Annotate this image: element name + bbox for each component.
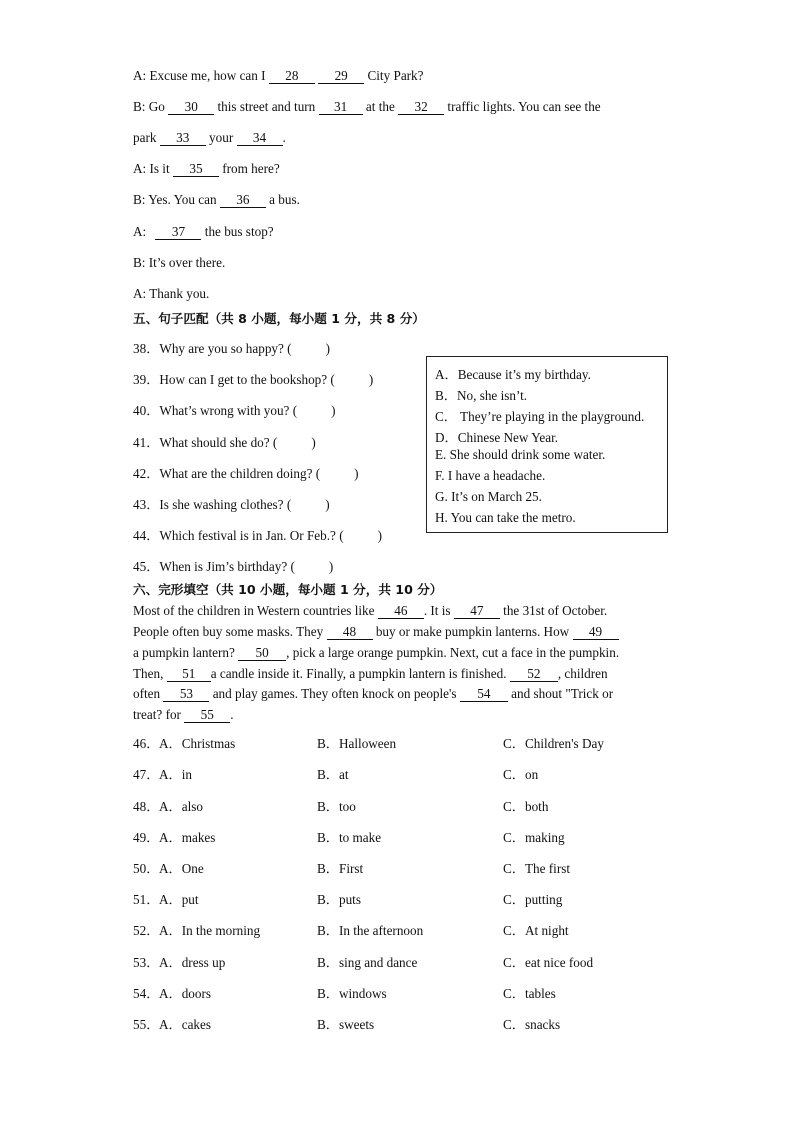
option-f: F. I have a headache. <box>435 468 546 483</box>
cloze-blank-49[interactable]: 49 <box>573 625 619 640</box>
passage-text: , pick a large orange pumpkin. Next, cut a face in the pumpkin. <box>286 645 620 660</box>
matching-question-40 <box>133 400 336 419</box>
option-b: B．No, she isn’t. <box>435 388 528 403</box>
dialogue-text: Excuse me, how can I <box>149 68 266 83</box>
matching-question-43 <box>133 494 330 513</box>
choice-number: 54． <box>133 986 160 1001</box>
question-text: 39．How can I get to the bookshop? ( <box>133 372 335 387</box>
answer-blank-34[interactable]: 34 <box>237 131 283 146</box>
passage-line-6 <box>133 707 663 723</box>
choice-number: 47． <box>133 767 160 782</box>
matching-question-39 <box>133 369 373 388</box>
speaker-label: B: <box>133 255 146 270</box>
dialogue-line-2 <box>133 99 601 115</box>
choice-option-b[interactable]: B．too <box>317 799 356 814</box>
choice-option-a[interactable]: A．in <box>159 767 192 782</box>
question-text: 44．Which festival is in Jan. Or Feb.? ( <box>133 528 344 543</box>
speaker-label: A: <box>133 286 147 301</box>
passage-line-1 <box>133 603 663 619</box>
passage-text: a candle inside it. Finally, a pumpkin lantern is finished. <box>210 666 507 681</box>
choice-option-a[interactable]: A．One <box>159 861 204 876</box>
choice-number: 52． <box>133 923 160 938</box>
choice-option-a[interactable]: A．doors <box>159 986 212 1001</box>
cloze-blank-48[interactable]: 48 <box>327 625 373 640</box>
choice-row-47 <box>133 764 663 782</box>
passage-text: . <box>230 707 234 722</box>
close-paren: ) <box>325 497 330 512</box>
option-g: G. It’s on March 25. <box>435 489 542 504</box>
choice-option-b[interactable]: B．puts <box>317 892 361 907</box>
choice-number: 53． <box>133 955 160 970</box>
passage-line-5 <box>133 686 663 702</box>
passage-text: a pumpkin lantern? <box>133 645 235 660</box>
choice-number: 51． <box>133 892 160 907</box>
choice-row-48 <box>133 796 663 814</box>
matching-options-box <box>426 356 668 533</box>
dialogue-line-5 <box>133 192 300 208</box>
dialogue-text: Is it <box>149 161 170 176</box>
speaker-label: A: <box>133 68 147 83</box>
passage-text: Most of the children in Western countries like <box>133 603 375 618</box>
choice-option-b[interactable]: B．at <box>317 767 349 782</box>
option-e: E. She should drink some water. <box>435 447 606 462</box>
passage-text: the 31st of October. <box>503 603 608 618</box>
choice-option-b[interactable]: B．In the afternoon <box>317 923 424 938</box>
option-c: C． They’re playing in the playground. <box>435 409 645 424</box>
question-text: 43．Is she washing clothes? ( <box>133 497 292 512</box>
dialogue-line-1 <box>133 68 424 84</box>
answer-blank-33[interactable]: 33 <box>160 131 206 146</box>
choice-option-c[interactable]: C．both <box>503 799 549 814</box>
matching-question-42 <box>133 463 359 482</box>
matching-question-45 <box>133 556 333 575</box>
passage-line-3 <box>133 645 663 661</box>
answer-blank-35[interactable]: 35 <box>173 162 219 177</box>
choice-row-46 <box>133 733 663 751</box>
dialogue-text: from here? <box>222 161 280 176</box>
choice-option-a[interactable]: A．makes <box>159 830 216 845</box>
choice-number: 46． <box>133 736 160 751</box>
dialogue-line-6 <box>133 224 274 240</box>
matching-question-38 <box>133 338 330 357</box>
choice-option-a[interactable]: A．Christmas <box>159 736 236 751</box>
choice-row-52 <box>133 920 663 938</box>
choice-row-54 <box>133 983 663 1001</box>
passage-line-4 <box>133 666 663 682</box>
choice-option-b[interactable]: B．windows <box>317 986 387 1001</box>
option-h: H. You can take the metro. <box>435 510 576 525</box>
choice-option-c[interactable]: C．making <box>503 830 565 845</box>
choice-option-a[interactable]: A．put <box>159 892 199 907</box>
passage-text: often <box>133 686 161 701</box>
choice-option-c[interactable]: C．eat nice food <box>503 955 594 970</box>
speaker-label: A: <box>133 224 147 239</box>
close-paren: ) <box>328 559 334 574</box>
dialogue-text: traffic lights. <box>447 99 516 114</box>
choice-option-a[interactable]: A．also <box>159 799 203 814</box>
option-d: D．Chinese New Year. <box>435 430 559 445</box>
dialogue-text: at the <box>365 99 395 114</box>
close-paren: ) <box>354 466 359 481</box>
answer-blank-30[interactable]: 30 <box>168 100 214 115</box>
passage-text: treat? for <box>133 707 181 722</box>
dialogue-text: your <box>209 130 234 145</box>
section-5-heading: 五、句子匹配（共 8 小题，每小题 1 分，共 8 分） <box>133 311 425 326</box>
passage-text: Then, <box>133 666 164 681</box>
dialogue-text: the bus stop? <box>204 224 274 239</box>
passage-text: People often buy some masks. They <box>133 624 324 639</box>
question-text: 45．When is Jim’s birthday? ( <box>133 559 295 574</box>
choice-row-51 <box>133 889 663 907</box>
choice-option-c[interactable]: C．At night <box>503 923 569 938</box>
question-text: 38．Why are you so happy? ( <box>133 341 292 356</box>
cloze-blank-51[interactable]: 51 <box>167 667 211 682</box>
dialogue-line-4 <box>133 161 280 177</box>
option-a: A．Because it’s my birthday. <box>435 367 591 382</box>
choice-option-c[interactable]: C．putting <box>503 892 563 907</box>
cloze-blank-53[interactable]: 53 <box>163 687 209 702</box>
choice-option-c[interactable]: C．on <box>503 767 539 782</box>
speaker-label: B: <box>133 99 146 114</box>
answer-blank-37[interactable]: 37 <box>155 225 201 240</box>
dialogue-text: Yes. You can <box>148 192 217 207</box>
cloze-blank-54[interactable]: 54 <box>460 687 508 702</box>
cloze-blank-46[interactable]: 46 <box>378 604 424 619</box>
dialogue-text: Thank you. <box>149 286 210 301</box>
passage-text: and play games. They often knock on people's <box>212 686 457 701</box>
question-text: 40．What’s wrong with you? ( <box>133 403 298 418</box>
choice-option-a[interactable]: A．dress up <box>159 955 226 970</box>
cloze-blank-50[interactable]: 50 <box>238 646 286 661</box>
passage-text: , children <box>557 666 608 681</box>
choice-option-b[interactable]: B．sing and dance <box>317 955 418 970</box>
choice-number: 50． <box>133 861 160 876</box>
passage-text: buy or make pumpkin lanterns. How <box>375 624 570 639</box>
dialogue-text: City Park? <box>367 68 424 83</box>
cloze-blank-47[interactable]: 47 <box>454 604 500 619</box>
close-paren: ) <box>368 372 374 387</box>
question-text: 42．What are the children doing? ( <box>133 466 321 481</box>
choice-option-a[interactable]: A．cakes <box>159 1017 211 1032</box>
choice-option-b[interactable]: B．sweets <box>317 1017 375 1032</box>
answer-blank-29[interactable]: 29 <box>318 69 364 84</box>
answer-blank-31[interactable]: 31 <box>319 100 363 115</box>
choice-option-b[interactable]: B．First <box>317 861 364 876</box>
choice-option-b[interactable]: B．Halloween <box>317 736 397 751</box>
section-6-heading: 六、完形填空（共 10 小题，每小题 1 分，共 10 分） <box>133 582 443 597</box>
choice-number: 48． <box>133 799 160 814</box>
choice-option-c[interactable]: C．snacks <box>503 1017 561 1032</box>
choice-option-c[interactable]: C．The first <box>503 861 571 876</box>
dialogue-text: You can see the <box>518 99 601 114</box>
dialogue-line-7 <box>133 255 225 271</box>
close-paren: ) <box>311 435 316 450</box>
passage-text: and shout "Trick or <box>511 686 614 701</box>
answer-blank-32[interactable]: 32 <box>398 100 444 115</box>
choice-row-49 <box>133 827 663 845</box>
choice-number: 49． <box>133 830 160 845</box>
dialogue-line-3 <box>133 130 286 146</box>
dialogue-text: Go <box>148 99 165 114</box>
choice-option-a[interactable]: A．In the morning <box>159 923 261 938</box>
dialogue-text: park <box>133 130 157 145</box>
choice-row-55 <box>133 1014 663 1032</box>
choice-option-b[interactable]: B．to make <box>317 830 382 845</box>
answer-blank-28[interactable]: 28 <box>269 69 315 84</box>
close-paren: ) <box>325 341 330 356</box>
dialogue-text: It’s over there. <box>148 255 226 270</box>
dialogue-text: this street and turn <box>217 99 316 114</box>
choice-row-53 <box>133 952 663 970</box>
close-paren: ) <box>377 528 382 543</box>
dialogue-text: . <box>282 130 286 145</box>
speaker-label: A: <box>133 161 147 176</box>
speaker-label: B: <box>133 192 146 207</box>
dialogue-line-8 <box>133 286 209 302</box>
passage-line-2 <box>133 624 663 640</box>
choice-option-c[interactable]: C．Children's Day <box>503 736 604 751</box>
question-text: 41．What should she do? ( <box>133 435 278 450</box>
close-paren: ) <box>331 403 336 418</box>
choice-number: 55． <box>133 1017 160 1032</box>
answer-blank-36[interactable]: 36 <box>220 193 266 208</box>
cloze-blank-55[interactable]: 55 <box>184 708 230 723</box>
dialogue-text: a bus. <box>269 192 300 207</box>
matching-question-44 <box>133 525 382 544</box>
choice-row-50 <box>133 858 663 876</box>
matching-question-41 <box>133 432 316 451</box>
choice-option-c[interactable]: C．tables <box>503 986 556 1001</box>
cloze-blank-52[interactable]: 52 <box>510 667 558 682</box>
passage-text: . It is <box>423 603 451 618</box>
